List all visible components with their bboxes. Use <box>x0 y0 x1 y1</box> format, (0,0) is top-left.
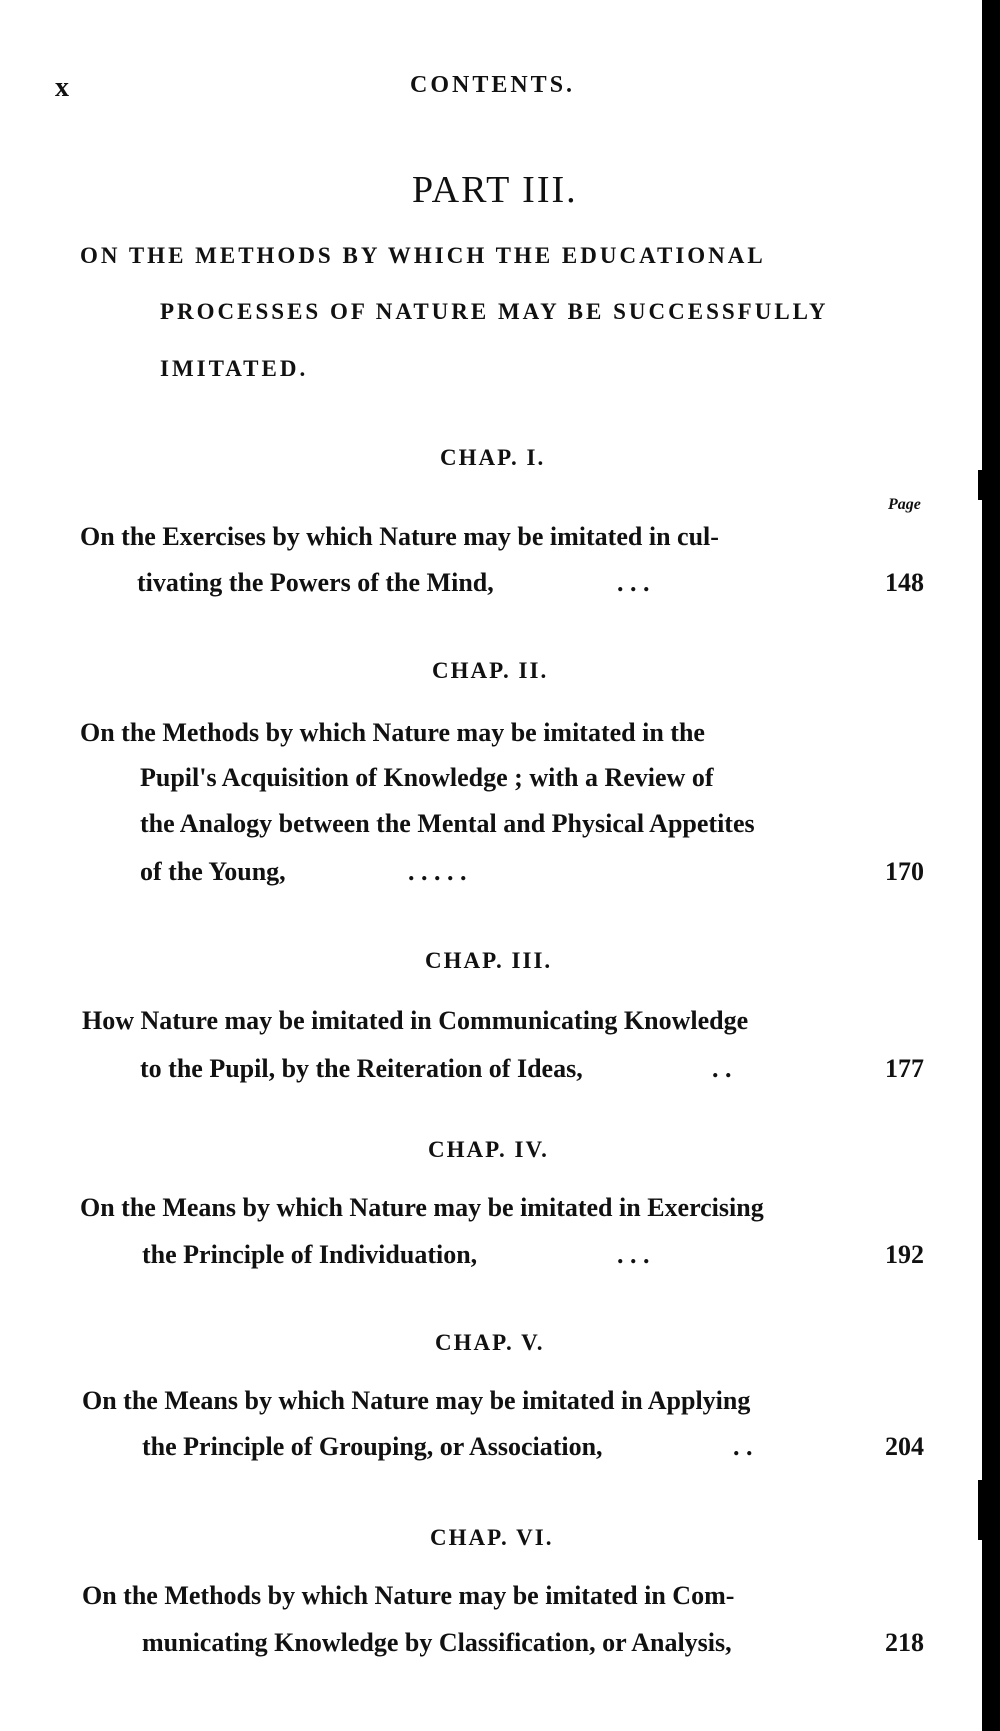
chapter-page-number: 204 <box>885 1432 924 1461</box>
chapter-entry-line: Pupil's Acquisition of Knowledge ; with a Review of <box>140 763 714 792</box>
dot-leader: . . . <box>617 568 650 597</box>
chapter-entry-line: On the Means by which Nature may be imitated in Exercising <box>80 1193 764 1222</box>
page-edge-shadow <box>982 0 1000 1731</box>
chapter-page-number: 192 <box>885 1240 924 1269</box>
chapter-entry-line: On the Methods by which Nature may be imitated in Com- <box>82 1581 735 1610</box>
chapter-entry-line: the Analogy between the Mental and Physical Appetites <box>140 809 755 838</box>
running-header: CONTENTS. <box>410 72 576 98</box>
chapter-entry-line: the Principle of Individuation, <box>142 1240 478 1269</box>
chapter-entry-line: of the Young, <box>140 857 286 886</box>
page-edge-mark <box>978 470 982 500</box>
chapter-page-number: 218 <box>885 1628 924 1657</box>
chapter-heading: CHAP. IV. <box>428 1137 549 1162</box>
page-column-label: Page <box>888 496 921 513</box>
chapter-entry-line: to the Pupil, by the Reiteration of Ideas, <box>140 1054 583 1083</box>
chapter-entry-line: municating Knowledge by Classification, or Analysis, <box>142 1628 732 1657</box>
chapter-entry-line: the Principle of Grouping, or Association, <box>142 1432 603 1461</box>
chapter-heading: CHAP. III. <box>425 948 553 973</box>
page-number: x <box>55 72 69 103</box>
chapter-heading: CHAP. I. <box>440 445 546 470</box>
chapter-heading: CHAP. V. <box>435 1330 545 1355</box>
part-subtitle-line: ON THE METHODS BY WHICH THE EDUCATIONAL <box>80 243 766 268</box>
chapter-entry-line: On the Means by which Nature may be imitated in Applying <box>82 1386 751 1415</box>
part-subtitle-line: PROCESSES OF NATURE MAY BE SUCCESSFULLY <box>160 299 829 324</box>
chapter-page-number: 177 <box>885 1054 924 1083</box>
page-edge-mark <box>978 1480 982 1540</box>
dot-leader: . . . <box>617 1240 650 1269</box>
chapter-entry-line: On the Exercises by which Nature may be imitated in cul- <box>80 522 719 551</box>
chapter-page-number: 148 <box>885 568 924 597</box>
chapter-page-number: 170 <box>885 857 924 886</box>
dot-leader: . . <box>712 1054 732 1083</box>
dot-leader: . . . . . <box>408 857 467 886</box>
chapter-entry-line: How Nature may be imitated in Communicating Knowledge <box>82 1006 749 1035</box>
chapter-heading: CHAP. VI. <box>430 1525 554 1550</box>
dot-leader: . . <box>733 1432 753 1461</box>
chapter-entry-line: On the Methods by which Nature may be imitated in the <box>80 718 705 747</box>
part-title: PART III. <box>412 169 578 211</box>
part-subtitle-line: IMITATED. <box>160 356 309 381</box>
chapter-heading: CHAP. II. <box>432 658 549 683</box>
chapter-entry-line: tivating the Powers of the Mind, <box>137 568 494 597</box>
